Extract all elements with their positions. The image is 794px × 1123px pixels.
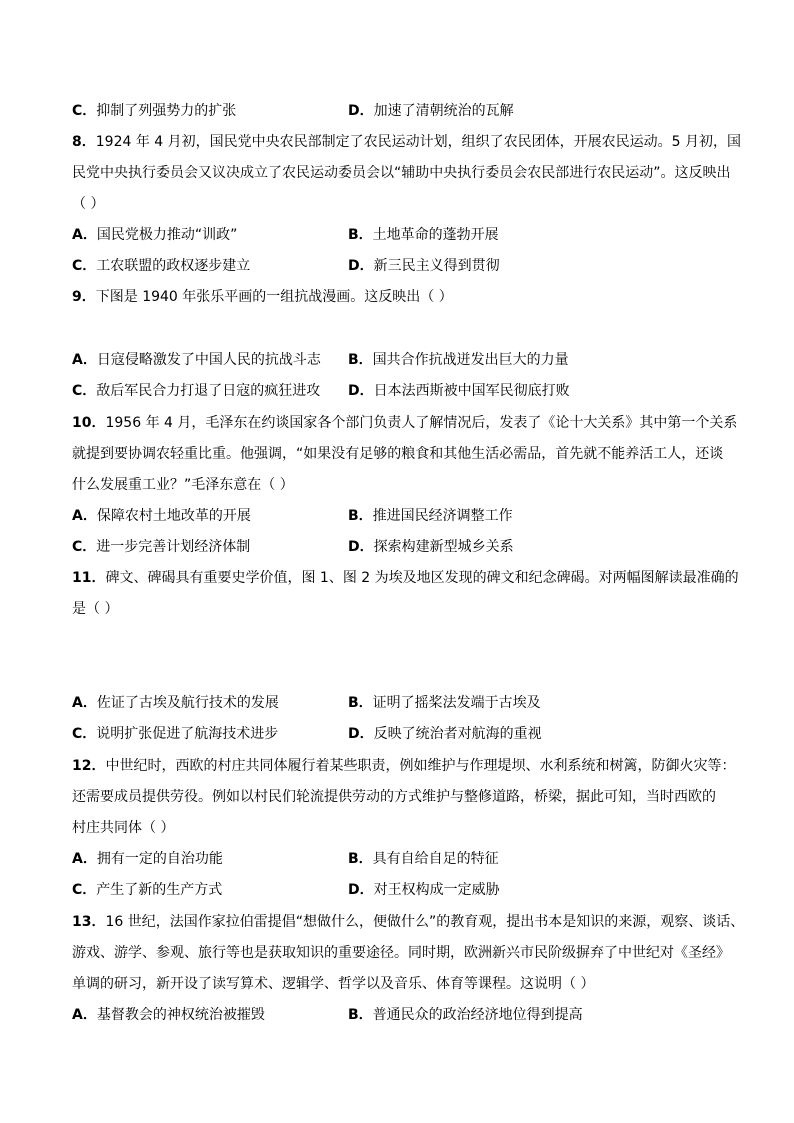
q12-stem-line-1: [72, 756, 736, 776]
option-text: 证明了摇桨法发端于古埃及: [372, 695, 541, 711]
option-text: 国民党极力推动“训政”: [96, 227, 238, 243]
q12-option-b: [348, 849, 499, 869]
q8-stem-line-1: [72, 132, 741, 152]
option-letter: A．: [72, 695, 97, 711]
option-text: 日本法西斯被中国军民彻底打败: [373, 383, 570, 399]
option-letter: D．: [348, 258, 374, 274]
option-letter: C．: [72, 103, 97, 119]
q7-option-c: [72, 101, 236, 121]
option-text: 具有自给自足的特征: [372, 851, 499, 867]
option-text: 说明扩张促进了航海技术进步: [96, 726, 279, 742]
q11-stem-line-1: [72, 568, 739, 588]
option-letter: B．: [348, 695, 373, 711]
option-text: 反映了统治者对航海的重视: [373, 726, 542, 742]
stem-text: 下图是 1940 年张乐平画的一组抗战漫画。这反映出（ ）: [95, 289, 453, 305]
option-text: 敌后军民合力打退了日寇的疯狂进攻: [96, 383, 321, 399]
q11-option-b: [348, 693, 541, 713]
option-letter: C．: [72, 539, 97, 555]
option-letter: D．: [348, 726, 374, 742]
question-number: 11．: [72, 570, 106, 586]
option-letter: A．: [72, 851, 97, 867]
option-text: 对王权构成一定威胁: [373, 882, 500, 898]
q10-option-d: [348, 537, 514, 557]
option-text: 工农联盟的政权逐步建立: [96, 258, 251, 274]
q13-option-b: [348, 1005, 583, 1025]
q8-option-b: [348, 225, 499, 245]
q10-option-a: [72, 506, 251, 526]
option-text: 新三民主义得到贯彻: [373, 258, 500, 274]
q12-option-a: [72, 849, 223, 869]
q12-option-d: [348, 880, 500, 900]
q12-stem-line-2: 还需要成员提供劳役。例如以村民们轮流提供劳动的方式维护与整修道路，桥梁，据此可知，当时西欧的: [72, 789, 716, 805]
q8-option-c: [72, 256, 250, 276]
option-text: 产生了新的生产方式: [96, 882, 223, 898]
option-letter: B．: [348, 227, 373, 243]
q9-option-c: [72, 381, 320, 401]
q11-stem-line-2: 是（ ）: [72, 601, 119, 617]
option-letter: D．: [348, 882, 374, 898]
q12-stem-line-3: 村庄共同体（ ）: [72, 820, 175, 836]
option-text: 国共合作抗战迸发出巨大的力量: [372, 352, 569, 368]
q12-option-c: [72, 880, 222, 900]
option-letter: C．: [72, 726, 97, 742]
question-number: 12．: [72, 758, 106, 774]
question-number: 9．: [72, 289, 96, 305]
option-text: 抑制了列强势力的扩张: [96, 103, 237, 119]
option-text: 佐证了古埃及航行技术的发展: [96, 695, 279, 711]
option-text: 日寇侵略激发了中国人民的抗战斗志: [96, 352, 321, 368]
q11-option-d: [348, 724, 542, 744]
option-text: 普通民众的政治经济地位得到提高: [372, 1007, 583, 1023]
option-letter: C．: [72, 383, 97, 399]
q13-stem-line-3: 单调的研习，新开设了读写算术、逻辑学、哲学以及音乐、体育等课程。这说明（ ）: [72, 976, 595, 992]
option-letter: C．: [72, 882, 97, 898]
option-letter: D．: [348, 103, 374, 119]
q7-option-d: [348, 101, 514, 121]
q11-option-a: [72, 693, 279, 713]
stem-text: 16 世纪，法国作家拉伯雷提倡“想做什么，便做什么”的教育观，提出书本是知识的来源，观察、谈话、: [105, 914, 745, 930]
option-text: 保障农村土地改革的开展: [96, 508, 251, 524]
q8-stem-line-3: （ ）: [72, 196, 105, 212]
q11-option-c: [72, 724, 278, 744]
option-text: 基督教会的神权统治被摧毁: [96, 1007, 265, 1023]
q9-option-a: [72, 350, 321, 370]
q8-option-a: [72, 225, 237, 245]
q10-stem-line-3: 什么发展重工业？”毛泽东意在（ ）: [72, 477, 294, 493]
q9-option-d: [348, 381, 570, 401]
question-number: 13．: [72, 914, 106, 930]
option-text: 探索构建新型城乡关系: [373, 539, 514, 555]
option-letter: A．: [72, 227, 97, 243]
q9-option-b: [348, 350, 569, 370]
option-letter: A．: [72, 508, 97, 524]
option-text: 土地革命的蓬勃开展: [372, 227, 499, 243]
stem-text: 中世纪时，西欧的村庄共同体履行着某些职责，例如维护与作理堤坝、水利系统和树篱，防御火灾等：: [105, 758, 736, 774]
option-text: 加速了清朝统治的瓦解: [373, 103, 514, 119]
stem-text: 1956 年 4 月，毛泽东在约谈国家各个部门负责人了解情况后，发表了《论十大关系》其中第一个关系: [105, 415, 738, 431]
q13-stem-line-2: 游戏、游学、参观、旅行等也是获取知识的重要途径。同时期，欧洲新兴市民阶级摒弃了中世纪对《圣经》: [72, 945, 730, 961]
q8-stem-line-2: 民党中央执行委员会又议决成立了农民运动委员会以“辅助中央执行委员会农民部进行农民运动”。这反映出: [72, 165, 731, 181]
question-number: 8．: [72, 134, 96, 150]
option-letter: B．: [348, 352, 373, 368]
q13-option-a: [72, 1005, 265, 1025]
option-letter: D．: [348, 539, 374, 555]
option-text: 进一步完善计划经济体制: [96, 539, 251, 555]
option-letter: D．: [348, 383, 374, 399]
q10-option-b: [348, 506, 513, 526]
option-text: 推进国民经济调整工作: [372, 508, 513, 524]
q8-option-d: [348, 256, 500, 276]
q13-stem-line-1: [72, 912, 745, 932]
option-letter: A．: [72, 352, 97, 368]
option-letter: A．: [72, 1007, 97, 1023]
option-text: 拥有一定的自治功能: [96, 851, 223, 867]
q10-stem-line-1: [72, 413, 738, 433]
q10-option-c: [72, 537, 250, 557]
stem-text: 1924 年 4 月初，国民党中央农民部制定了农民运动计划，组织了农民团体，开展农民运动。5 月初，国: [95, 134, 741, 150]
stem-text: 碑文、碑碣具有重要史学价值，图 1、图 2 为埃及地区发现的碑文和纪念碑碣。对两幅图解读最准确的: [105, 570, 739, 586]
q10-stem-line-2: 就提到要协调农轻重比重。他强调，“如果没有足够的粮食和其他生活必需品，首先就不能养活工人，还谈: [72, 446, 724, 462]
option-letter: C．: [72, 258, 97, 274]
question-number: 10．: [72, 415, 106, 431]
option-letter: B．: [348, 1007, 373, 1023]
option-letter: B．: [348, 508, 373, 524]
option-letter: B．: [348, 851, 373, 867]
q9-stem: [72, 287, 722, 307]
